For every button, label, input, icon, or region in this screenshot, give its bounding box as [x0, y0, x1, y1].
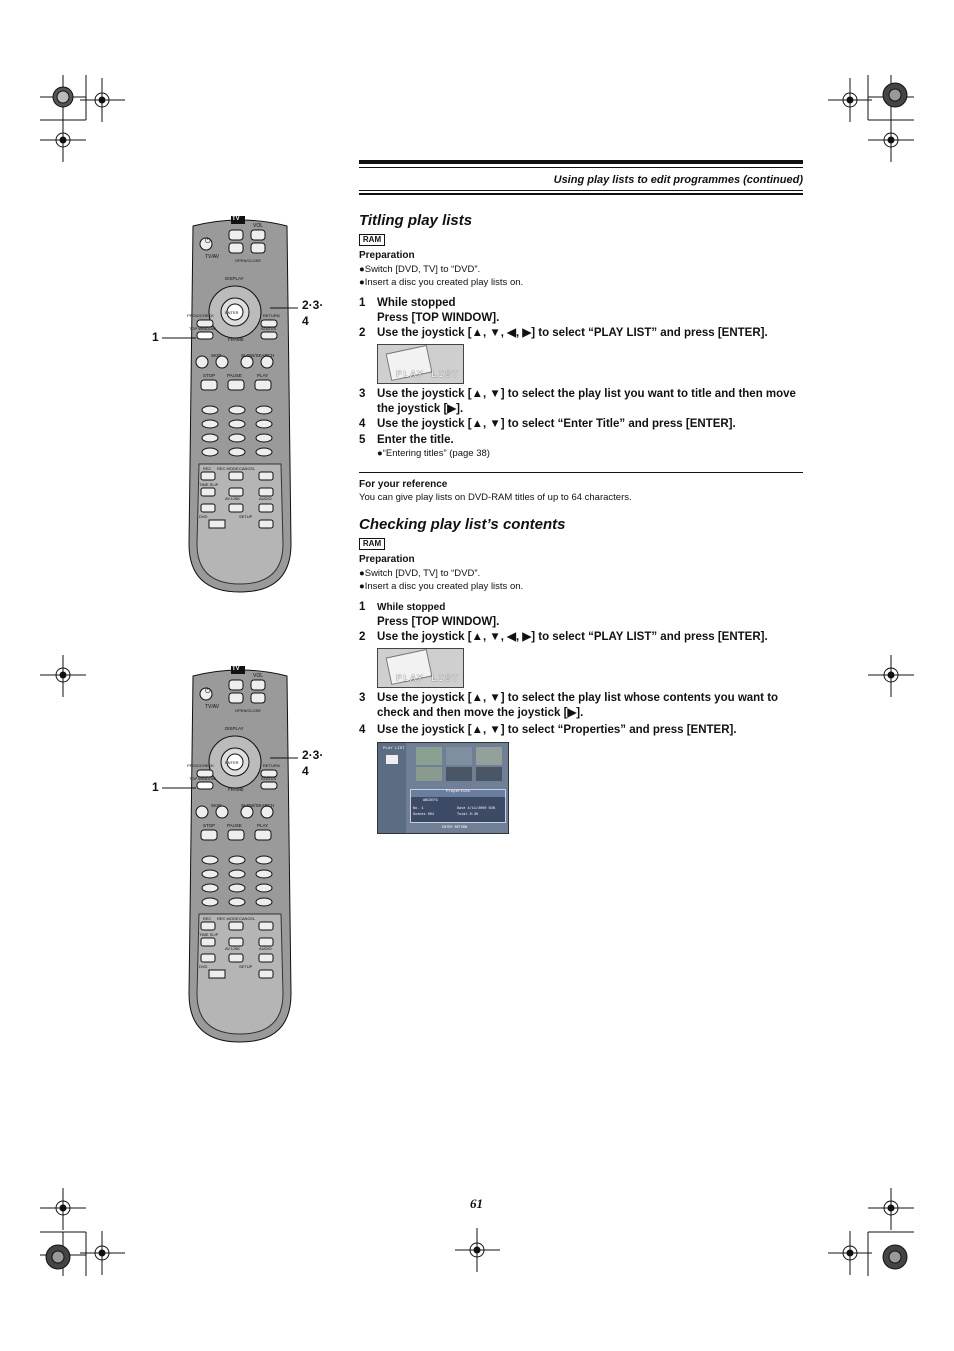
remote-frame-label: FRAME [228, 337, 244, 342]
properties-total-value: 0:30 [469, 813, 479, 817]
play-list-label: PLAY LIST [395, 370, 459, 381]
remote-illustration [185, 214, 295, 594]
play-list-screen-thumbnail [377, 648, 464, 688]
remote-cancel-label: CANCEL [239, 916, 256, 921]
step-number: 1 [359, 601, 366, 613]
page-number: 61 [470, 1196, 483, 1211]
properties-dialog [410, 789, 506, 823]
remote-stop-label: STOP [203, 373, 216, 378]
play-list-screen-thumbnail [377, 344, 464, 384]
remote-enter-label: ENTER [225, 310, 239, 315]
remote-rec-label: REC [203, 466, 212, 471]
properties-no-value: 1 [421, 807, 424, 811]
step-text: While stopped [377, 297, 456, 309]
step-4 [359, 723, 804, 738]
preparation-label: Preparation [359, 554, 415, 565]
remote-avlink-label: AV LINK [225, 946, 241, 951]
remote-cancel-label: CANCEL [239, 466, 256, 471]
step-number: 2 [359, 327, 366, 339]
remote-status-label: STATUS [261, 776, 277, 781]
remote-play-label: PLAY [257, 823, 269, 828]
ram-badge: RAM [359, 234, 385, 246]
step-1 [359, 600, 804, 630]
callout-steps-2-3: 2·3· [302, 298, 324, 312]
remote-timeslip-label: TIME SLIP [199, 482, 219, 487]
scene-thumbnail [446, 747, 472, 765]
remote-rec-label: REC [203, 916, 212, 921]
scene-thumbnail [416, 747, 442, 765]
remote-dvd-label: DVD [199, 514, 208, 519]
remote-tvav-label: TV/AV [205, 704, 220, 710]
remote-frame-label: FRAME [228, 787, 244, 792]
remote-topwindow-label: TOP WINDOW [189, 776, 216, 781]
remote-progcheck-label: PROG/CHECK [187, 313, 214, 318]
remote-progcheck-label: PROG/CHECK [187, 763, 214, 768]
step-number: 3 [359, 388, 366, 400]
remote-openclose-label: OPEN/CLOSE [235, 258, 262, 263]
remote-enter-label: ENTER [225, 760, 239, 765]
step-text: Use the joystick [▲, ▼] to select “Properties” and press [ENTER]. [377, 724, 737, 736]
remote-1-leader-lines [158, 300, 308, 350]
step-5 [359, 433, 804, 448]
properties-scenes-value: 004 [427, 813, 435, 817]
remote-display-label: DISPLAY [225, 726, 244, 731]
remote-setup-label: SETUP [239, 514, 253, 519]
callout-step-1: 1 [152, 330, 159, 344]
properties-screen [377, 742, 509, 834]
step-text: Enter the title. [377, 434, 454, 446]
remote-stop-label: STOP [203, 823, 216, 828]
remote-tvav-label: TV/AV [205, 254, 220, 260]
callout-step-1: 1 [152, 780, 159, 794]
header-rule-bottom-thin [359, 190, 803, 191]
remote-timeslip-label: TIME SLIP [199, 932, 219, 937]
remote-audio-label: AUDIO [259, 946, 272, 951]
properties-date-label: Date [457, 807, 466, 811]
step-number: 4 [359, 418, 366, 430]
remote-recmode-label: REC MODE [217, 466, 239, 471]
remote-pause-label: PAUSE [227, 373, 242, 378]
step-text: Use the joystick [▲, ▼, ◀, ▶] to select “PLAY LIST” and press [ENTER]. [377, 327, 768, 339]
remote-2-leader-lines [158, 750, 308, 800]
scene-thumbnail [476, 747, 502, 765]
prep-item: ●Insert a disc you created play lists on. [359, 581, 524, 592]
header-rule-top [359, 160, 803, 164]
scene-thumbnail [476, 767, 502, 781]
running-title: Using play lists to edit programmes (continued) [553, 174, 803, 186]
remote-tv-label: TV [232, 216, 240, 222]
remote-avlink-label: AV LINK [225, 496, 241, 501]
prep-item: ●Insert a disc you created play lists on. [359, 277, 524, 288]
section-title-checking: Checking play list’s contents [359, 516, 566, 533]
remote-power-icon: ⏻ [205, 238, 211, 245]
remote-illustration [185, 664, 295, 1044]
header-rule-top-thin [359, 167, 803, 168]
step-text: Use the joystick [▲, ▼] to select the play list whose contents you want to check and then move the joystick [▶]. [377, 692, 779, 719]
remote-tv-label: TV [232, 666, 240, 672]
play-list-label: PLAY LIST [395, 674, 459, 685]
ram-badge: RAM [359, 538, 385, 550]
disc-card-graphic [386, 755, 398, 764]
step-number: 2 [359, 631, 366, 643]
scene-thumbnail [446, 767, 472, 781]
remote-pause-label: PAUSE [227, 823, 242, 828]
reference-heading: For your reference [359, 479, 448, 490]
section-title-titling: Titling play lists [359, 212, 473, 229]
step-3 [359, 387, 804, 417]
step-text-2: Press [TOP WINDOW]. [377, 312, 500, 324]
step-number: 4 [359, 724, 366, 736]
properties-scenes-label: Scenes [413, 813, 426, 817]
scene-thumbnail [416, 767, 442, 781]
reference-text: You can give play lists on DVD-RAM titles of up to 64 characters. [359, 492, 632, 503]
properties-panel-title: PLAY LIST [383, 747, 405, 751]
prep-item: ●Switch [DVD, TV] to “DVD”. [359, 264, 481, 275]
remote-slowsearch-label: SLOW/SEARCH [241, 803, 275, 808]
callout-step-4: 4 [302, 764, 309, 778]
properties-date-value: 4/11/2000 SUN [467, 807, 495, 811]
properties-total-label: Total [457, 813, 468, 817]
step-2 [359, 326, 804, 341]
remote-play-label: PLAY [257, 373, 269, 378]
prep-item: ●Switch [DVD, TV] to “DVD”. [359, 568, 481, 579]
remote-recmode-label: REC MODE [217, 916, 239, 921]
remote-setup-label: SETUP [239, 964, 253, 969]
step-text: Use the joystick [▲, ▼, ◀, ▶] to select “PLAY LIST” and press [ENTER]. [377, 631, 768, 643]
step-number: 1 [359, 297, 366, 309]
remote-vol-label: VOL [253, 223, 264, 229]
step-1 [359, 296, 804, 326]
properties-name: ABCDEFG [423, 799, 438, 803]
preparation-label: Preparation [359, 250, 415, 261]
properties-no-label: No. [413, 807, 420, 811]
properties-footer: ENTER RETURN [442, 826, 468, 830]
remote-slowsearch-label: SLOW/SEARCH [241, 353, 275, 358]
step-text: Use the joystick [▲, ▼] to select “Enter Title” and press [ENTER]. [377, 418, 736, 430]
callout-step-4: 4 [302, 314, 309, 328]
remote-audio-label: AUDIO [259, 496, 272, 501]
header-rule-bottom [359, 193, 803, 195]
step-text: While stopped [377, 602, 446, 613]
remote-return-label: RETURN [263, 763, 280, 768]
remote-return-label: RETURN [263, 313, 280, 318]
step-4 [359, 417, 804, 432]
remote-control-1 [185, 214, 295, 594]
step-text: Use the joystick [▲, ▼] to select the play list you want to title and then move the joystick [▶]. [377, 388, 796, 415]
remote-openclose-label: OPEN/CLOSE [235, 708, 262, 713]
callout-steps-2-3: 2·3· [302, 748, 324, 762]
remote-power-icon: ⏻ [205, 688, 211, 695]
reference-divider [359, 472, 803, 473]
step-number: 3 [359, 692, 366, 704]
remote-skip-label: SKIP [211, 803, 222, 808]
step-3 [359, 691, 804, 721]
step-text-2: Press [TOP WINDOW]. [377, 616, 500, 628]
remote-control-2 [185, 664, 295, 1044]
step-5-note: ●“Entering titles” (page 38) [377, 448, 490, 459]
properties-dialog-title: Properties [411, 790, 505, 797]
step-number: 5 [359, 434, 366, 446]
remote-skip-label: SKIP [211, 353, 222, 358]
remote-topwindow-label: TOP WINDOW [189, 326, 216, 331]
step-2 [359, 630, 804, 645]
remote-dvd-label: DVD [199, 964, 208, 969]
remote-display-label: DISPLAY [225, 276, 244, 281]
remote-vol-label: VOL [253, 673, 264, 679]
remote-status-label: STATUS [261, 326, 277, 331]
